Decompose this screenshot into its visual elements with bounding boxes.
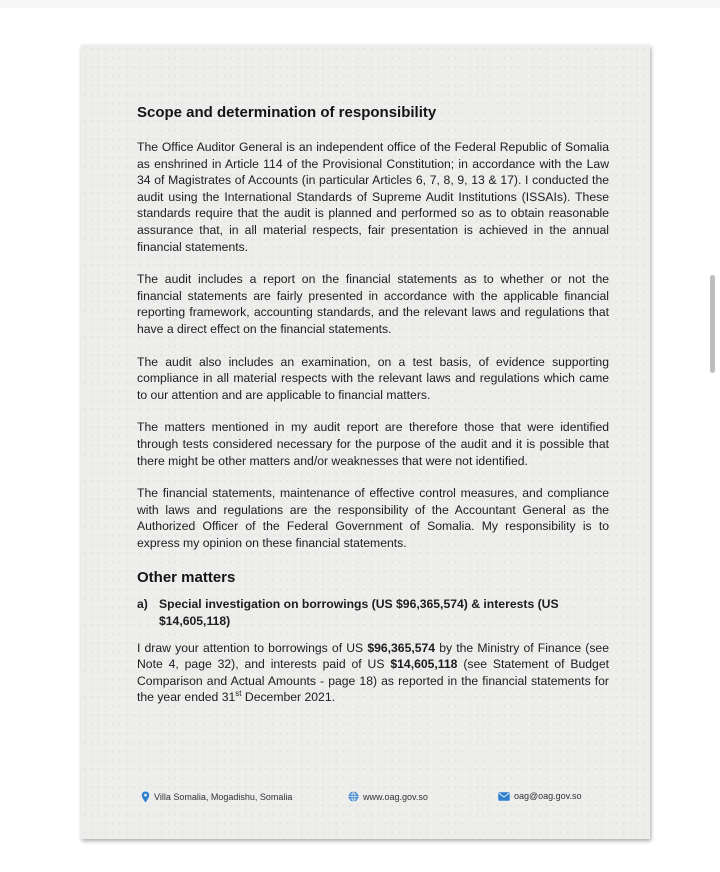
envelope-icon (498, 792, 510, 801)
scope-paragraph-3: The audit also includes an examination, on a test basis, of evidence supporting compliance in all material respects with the relevant laws and regulations which came to our attention and are applicable to financial matters. (137, 354, 609, 402)
item-body-part-4: December 2021. (241, 690, 335, 705)
top-strip (0, 0, 720, 8)
globe-icon (348, 791, 359, 802)
footer-address-text: Villa Somalia, Mogadishu, Somalia (154, 792, 293, 802)
footer-email (498, 791, 582, 801)
item-title: Special investigation on borrowings (US $96,365,574) & interests (US $14,605,118) (159, 597, 559, 629)
borrowings-amount: $96,365,574 (367, 640, 436, 655)
item-body-part-2: by the Ministry of Finance (see Note 4, page 32), and interests paid of US (137, 640, 609, 672)
item-body-part-3: (see Statement of Budget Comparison and Actual Amounts - page 18) as reported in the financial statements for the year ended 31 (137, 657, 609, 705)
footer-website (348, 791, 428, 802)
document-page (81, 45, 650, 839)
other-matters-heading: Other matters (137, 569, 236, 587)
item-letter: a) (137, 597, 148, 612)
scope-paragraph-4: The matters mentioned in my audit report are therefore those that were identified through tests considered necessary for the purpose of the audit and it is possible that there might be other matters and/or weaknesses that were not identified. (137, 420, 609, 468)
item-body-part-1: I draw your attention to borrowings of US (137, 640, 368, 655)
interests-amount: $14,605,118 (390, 657, 458, 672)
page-footer (141, 791, 587, 807)
footer-email-text: oag@oag.gov.so (514, 791, 582, 801)
scope-heading: Scope and determination of responsibility (137, 104, 437, 121)
footer-website-text: www.oag.gov.so (363, 791, 428, 802)
item-a-body (137, 640, 609, 706)
scope-paragraph-1: The Office Auditor General is an independent office of the Federal Republic of Somalia as enshrined in Article 114 of the Provisional Constitution; in accordance with the Law 34 of Magistrates of Accounts (in particular Articles 6, 7, 8, 9, 13 & 17). I conducted the audit using the International Standards of Supreme Audit Institutions (ISSAIs). These standards require that the audit is planned and performed so as to obtain reasonable assurance that, in all material respects, fair presentation is achieved in the annual financial statements. (137, 140, 609, 254)
scrollbar-thumb[interactable] (710, 275, 715, 373)
scope-paragraph-5: The financial statements, maintenance of effective control measures, and compliance with laws and regulations are the responsibility of the Accountant General as the Authorized Officer of the Federal Government of Somalia. My responsibility is to express my opinion on these financial statements. (137, 486, 609, 550)
scope-paragraph-2: The audit includes a report on the financial statements as to whether or not the financial statements are fairly presented in accordance with the applicable financial reporting framework, accounting standards, and the relevant laws and regulations that have a direct effect on the financial statements. (137, 272, 609, 336)
item-a-heading (137, 596, 609, 629)
ordinal-suffix: st (235, 689, 242, 699)
location-pin-icon (141, 791, 150, 803)
page-content (137, 104, 609, 706)
footer-address (141, 791, 292, 803)
